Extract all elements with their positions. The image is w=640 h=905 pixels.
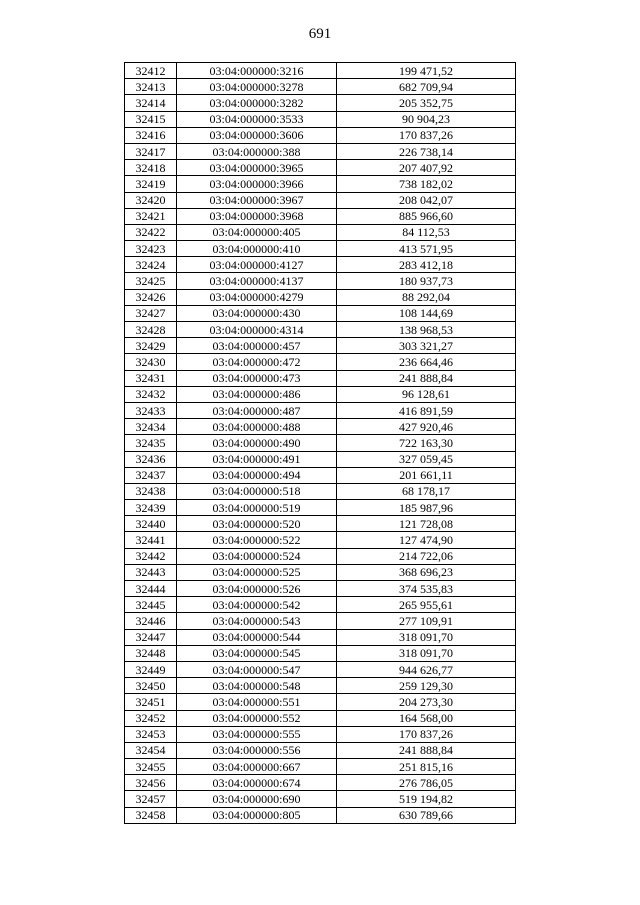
row-number-cell: 32442 — [125, 548, 177, 564]
cadastral-value-cell: 185 987,96 — [337, 500, 516, 516]
cadastral-value-cell: 170 837,26 — [337, 127, 516, 143]
row-number-cell: 32420 — [125, 192, 177, 208]
cadastral-value-cell: 84 112,53 — [337, 224, 516, 240]
cadastral-value-cell: 199 471,52 — [337, 63, 516, 79]
cadastral-number-cell: 03:04:000000:524 — [177, 548, 337, 564]
row-number-cell: 32423 — [125, 241, 177, 257]
cadastral-number-cell: 03:04:000000:3606 — [177, 127, 337, 143]
table-row — [125, 370, 516, 386]
table-row — [125, 289, 516, 305]
cadastral-value-cell: 214 722,06 — [337, 548, 516, 564]
row-number-cell: 32416 — [125, 127, 177, 143]
row-number-cell: 32441 — [125, 532, 177, 548]
cadastral-value-cell: 722 163,30 — [337, 435, 516, 451]
cadastral-value-cell: 265 955,61 — [337, 597, 516, 613]
cadastral-value-cell: 180 937,73 — [337, 273, 516, 289]
table-row — [125, 192, 516, 208]
table-row — [125, 176, 516, 192]
row-number-cell: 32436 — [125, 451, 177, 467]
cadastral-value-cell: 201 661,11 — [337, 467, 516, 483]
cadastral-number-cell: 03:04:000000:388 — [177, 143, 337, 159]
cadastral-value-cell: 251 815,16 — [337, 759, 516, 775]
row-number-cell: 32419 — [125, 176, 177, 192]
cadastral-number-cell: 03:04:000000:667 — [177, 759, 337, 775]
table-row — [125, 791, 516, 807]
cadastral-number-cell: 03:04:000000:487 — [177, 402, 337, 418]
cadastral-number-cell: 03:04:000000:520 — [177, 516, 337, 532]
row-number-cell: 32414 — [125, 95, 177, 111]
row-number-cell: 32444 — [125, 581, 177, 597]
cadastral-value-cell: 327 059,45 — [337, 451, 516, 467]
table-row — [125, 305, 516, 321]
table-row — [125, 451, 516, 467]
table-row — [125, 435, 516, 451]
cadastral-number-cell: 03:04:000000:805 — [177, 807, 337, 823]
table-row — [125, 532, 516, 548]
cadastral-number-cell: 03:04:000000:4137 — [177, 273, 337, 289]
table-row — [125, 564, 516, 580]
row-number-cell: 32450 — [125, 678, 177, 694]
cadastral-number-cell: 03:04:000000:3966 — [177, 176, 337, 192]
cadastral-number-cell: 03:04:000000:490 — [177, 435, 337, 451]
cadastral-value-cell: 276 786,05 — [337, 775, 516, 791]
cadastral-number-cell: 03:04:000000:551 — [177, 694, 337, 710]
row-number-cell: 32439 — [125, 500, 177, 516]
table-row — [125, 386, 516, 402]
cadastral-number-cell: 03:04:000000:545 — [177, 645, 337, 661]
table-row — [125, 354, 516, 370]
cadastral-number-cell: 03:04:000000:4279 — [177, 289, 337, 305]
cadastral-value-cell: 138 968,53 — [337, 322, 516, 338]
row-number-cell: 32421 — [125, 208, 177, 224]
row-number-cell: 32433 — [125, 402, 177, 418]
cadastral-value-cell: 68 178,17 — [337, 483, 516, 499]
cadastral-value-cell: 277 109,91 — [337, 613, 516, 629]
cadastral-number-cell: 03:04:000000:488 — [177, 419, 337, 435]
cadastral-value-cell: 236 664,46 — [337, 354, 516, 370]
row-number-cell: 32429 — [125, 338, 177, 354]
table-row — [125, 127, 516, 143]
row-number-cell: 32413 — [125, 79, 177, 95]
cadastral-value-cell: 318 091,70 — [337, 645, 516, 661]
row-number-cell: 32452 — [125, 710, 177, 726]
table-row — [125, 581, 516, 597]
cadastral-number-cell: 03:04:000000:491 — [177, 451, 337, 467]
row-number-cell: 32455 — [125, 759, 177, 775]
cadastral-number-cell: 03:04:000000:457 — [177, 338, 337, 354]
table-row — [125, 807, 516, 823]
row-number-cell: 32456 — [125, 775, 177, 791]
page-number: 691 — [308, 26, 332, 42]
cadastral-number-cell: 03:04:000000:430 — [177, 305, 337, 321]
cadastral-number-cell: 03:04:000000:3278 — [177, 79, 337, 95]
row-number-cell: 32440 — [125, 516, 177, 532]
table-row — [125, 742, 516, 758]
table-row — [125, 63, 516, 79]
row-number-cell: 32447 — [125, 629, 177, 645]
row-number-cell: 32434 — [125, 419, 177, 435]
row-number-cell: 32422 — [125, 224, 177, 240]
cadastral-value-cell: 208 042,07 — [337, 192, 516, 208]
cadastral-value-cell: 944 626,77 — [337, 661, 516, 677]
cadastral-value-cell: 226 738,14 — [337, 143, 516, 159]
cadastral-value-cell: 283 412,18 — [337, 257, 516, 273]
row-number-cell: 32453 — [125, 726, 177, 742]
row-number-cell: 32446 — [125, 613, 177, 629]
table-row — [125, 629, 516, 645]
table-row — [125, 224, 516, 240]
cadastral-number-cell: 03:04:000000:494 — [177, 467, 337, 483]
cadastral-value-cell: 164 568,00 — [337, 710, 516, 726]
cadastral-number-cell: 03:04:000000:674 — [177, 775, 337, 791]
table-row — [125, 419, 516, 435]
cadastral-number-cell: 03:04:000000:4314 — [177, 322, 337, 338]
row-number-cell: 32449 — [125, 661, 177, 677]
row-number-cell: 32454 — [125, 742, 177, 758]
row-number-cell: 32417 — [125, 143, 177, 159]
table-row — [125, 661, 516, 677]
cadastral-number-cell: 03:04:000000:472 — [177, 354, 337, 370]
cadastral-number-cell: 03:04:000000:544 — [177, 629, 337, 645]
row-number-cell: 32427 — [125, 305, 177, 321]
cadastral-value-cell: 427 920,46 — [337, 419, 516, 435]
cadastral-number-cell: 03:04:000000:522 — [177, 532, 337, 548]
cadastral-number-cell: 03:04:000000:542 — [177, 597, 337, 613]
cadastral-value-cell: 90 904,23 — [337, 111, 516, 127]
cadastral-number-cell: 03:04:000000:405 — [177, 224, 337, 240]
cadastral-value-cell: 127 474,90 — [337, 532, 516, 548]
cadastral-value-cell: 241 888,84 — [337, 370, 516, 386]
cadastral-value-cell: 170 837,26 — [337, 726, 516, 742]
row-number-cell: 32437 — [125, 467, 177, 483]
cadastral-value-cell: 121 728,08 — [337, 516, 516, 532]
cadastral-number-cell: 03:04:000000:486 — [177, 386, 337, 402]
cadastral-value-cell: 303 321,27 — [337, 338, 516, 354]
cadastral-value-cell: 205 352,75 — [337, 95, 516, 111]
table-row — [125, 500, 516, 516]
cadastral-number-cell: 03:04:000000:526 — [177, 581, 337, 597]
cadastral-value-cell: 241 888,84 — [337, 742, 516, 758]
cadastral-value-cell: 738 182,02 — [337, 176, 516, 192]
cadastral-number-cell: 03:04:000000:552 — [177, 710, 337, 726]
table-row — [125, 467, 516, 483]
cadastral-number-cell: 03:04:000000:3282 — [177, 95, 337, 111]
cadastral-value-cell: 108 144,69 — [337, 305, 516, 321]
cadastral-number-cell: 03:04:000000:555 — [177, 726, 337, 742]
row-number-cell: 32418 — [125, 160, 177, 176]
table-row — [125, 516, 516, 532]
row-number-cell: 32451 — [125, 694, 177, 710]
cadastral-value-cell: 413 571,95 — [337, 241, 516, 257]
cadastral-number-cell: 03:04:000000:518 — [177, 483, 337, 499]
cadastral-value-cell: 88 292,04 — [337, 289, 516, 305]
row-number-cell: 32430 — [125, 354, 177, 370]
table-row — [125, 775, 516, 791]
table-row — [125, 79, 516, 95]
row-number-cell: 32412 — [125, 63, 177, 79]
table-row — [125, 694, 516, 710]
cadastral-number-cell: 03:04:000000:4127 — [177, 257, 337, 273]
table-row — [125, 257, 516, 273]
cadastral-number-cell: 03:04:000000:3216 — [177, 63, 337, 79]
cadastral-value-cell: 519 194,82 — [337, 791, 516, 807]
cadastral-number-cell: 03:04:000000:525 — [177, 564, 337, 580]
cadastral-number-cell: 03:04:000000:3968 — [177, 208, 337, 224]
cadastral-value-cell: 318 091,70 — [337, 629, 516, 645]
table-row — [125, 483, 516, 499]
cadastral-number-cell: 03:04:000000:519 — [177, 500, 337, 516]
table-row — [125, 208, 516, 224]
table-row — [125, 548, 516, 564]
cadastral-number-cell: 03:04:000000:473 — [177, 370, 337, 386]
cadastral-number-cell: 03:04:000000:690 — [177, 791, 337, 807]
row-number-cell: 32431 — [125, 370, 177, 386]
table-row — [125, 241, 516, 257]
table-row — [125, 597, 516, 613]
table-row — [125, 645, 516, 661]
cadastral-value-cell: 204 273,30 — [337, 694, 516, 710]
table-row — [125, 322, 516, 338]
row-number-cell: 32438 — [125, 483, 177, 499]
table-row — [125, 273, 516, 289]
cadastral-value-cell: 207 407,92 — [337, 160, 516, 176]
cadastral-value-table — [124, 62, 516, 824]
table-row — [125, 402, 516, 418]
row-number-cell: 32428 — [125, 322, 177, 338]
cadastral-number-cell: 03:04:000000:3965 — [177, 160, 337, 176]
row-number-cell: 32424 — [125, 257, 177, 273]
cadastral-value-cell: 259 129,30 — [337, 678, 516, 694]
table-row — [125, 678, 516, 694]
table-row — [125, 95, 516, 111]
table-body — [125, 63, 516, 824]
cadastral-value-cell: 416 891,59 — [337, 402, 516, 418]
row-number-cell: 32445 — [125, 597, 177, 613]
row-number-cell: 32432 — [125, 386, 177, 402]
cadastral-number-cell: 03:04:000000:3967 — [177, 192, 337, 208]
row-number-cell: 32457 — [125, 791, 177, 807]
table-row — [125, 111, 516, 127]
table-row — [125, 759, 516, 775]
table-row — [125, 710, 516, 726]
cadastral-value-cell: 374 535,83 — [337, 581, 516, 597]
cadastral-number-cell: 03:04:000000:410 — [177, 241, 337, 257]
cadastral-number-cell: 03:04:000000:548 — [177, 678, 337, 694]
cadastral-number-cell: 03:04:000000:547 — [177, 661, 337, 677]
row-number-cell: 32458 — [125, 807, 177, 823]
row-number-cell: 32425 — [125, 273, 177, 289]
cadastral-number-cell: 03:04:000000:3533 — [177, 111, 337, 127]
table-row — [125, 338, 516, 354]
cadastral-value-cell: 682 709,94 — [337, 79, 516, 95]
table-row — [125, 726, 516, 742]
row-number-cell: 32448 — [125, 645, 177, 661]
cadastral-value-cell: 885 966,60 — [337, 208, 516, 224]
table-row — [125, 613, 516, 629]
cadastral-value-cell: 96 128,61 — [337, 386, 516, 402]
table-row — [125, 143, 516, 159]
row-number-cell: 32443 — [125, 564, 177, 580]
cadastral-value-cell: 368 696,23 — [337, 564, 516, 580]
row-number-cell: 32415 — [125, 111, 177, 127]
cadastral-number-cell: 03:04:000000:556 — [177, 742, 337, 758]
row-number-cell: 32435 — [125, 435, 177, 451]
cadastral-number-cell: 03:04:000000:543 — [177, 613, 337, 629]
cadastral-value-cell: 630 789,66 — [337, 807, 516, 823]
table-row — [125, 160, 516, 176]
row-number-cell: 32426 — [125, 289, 177, 305]
